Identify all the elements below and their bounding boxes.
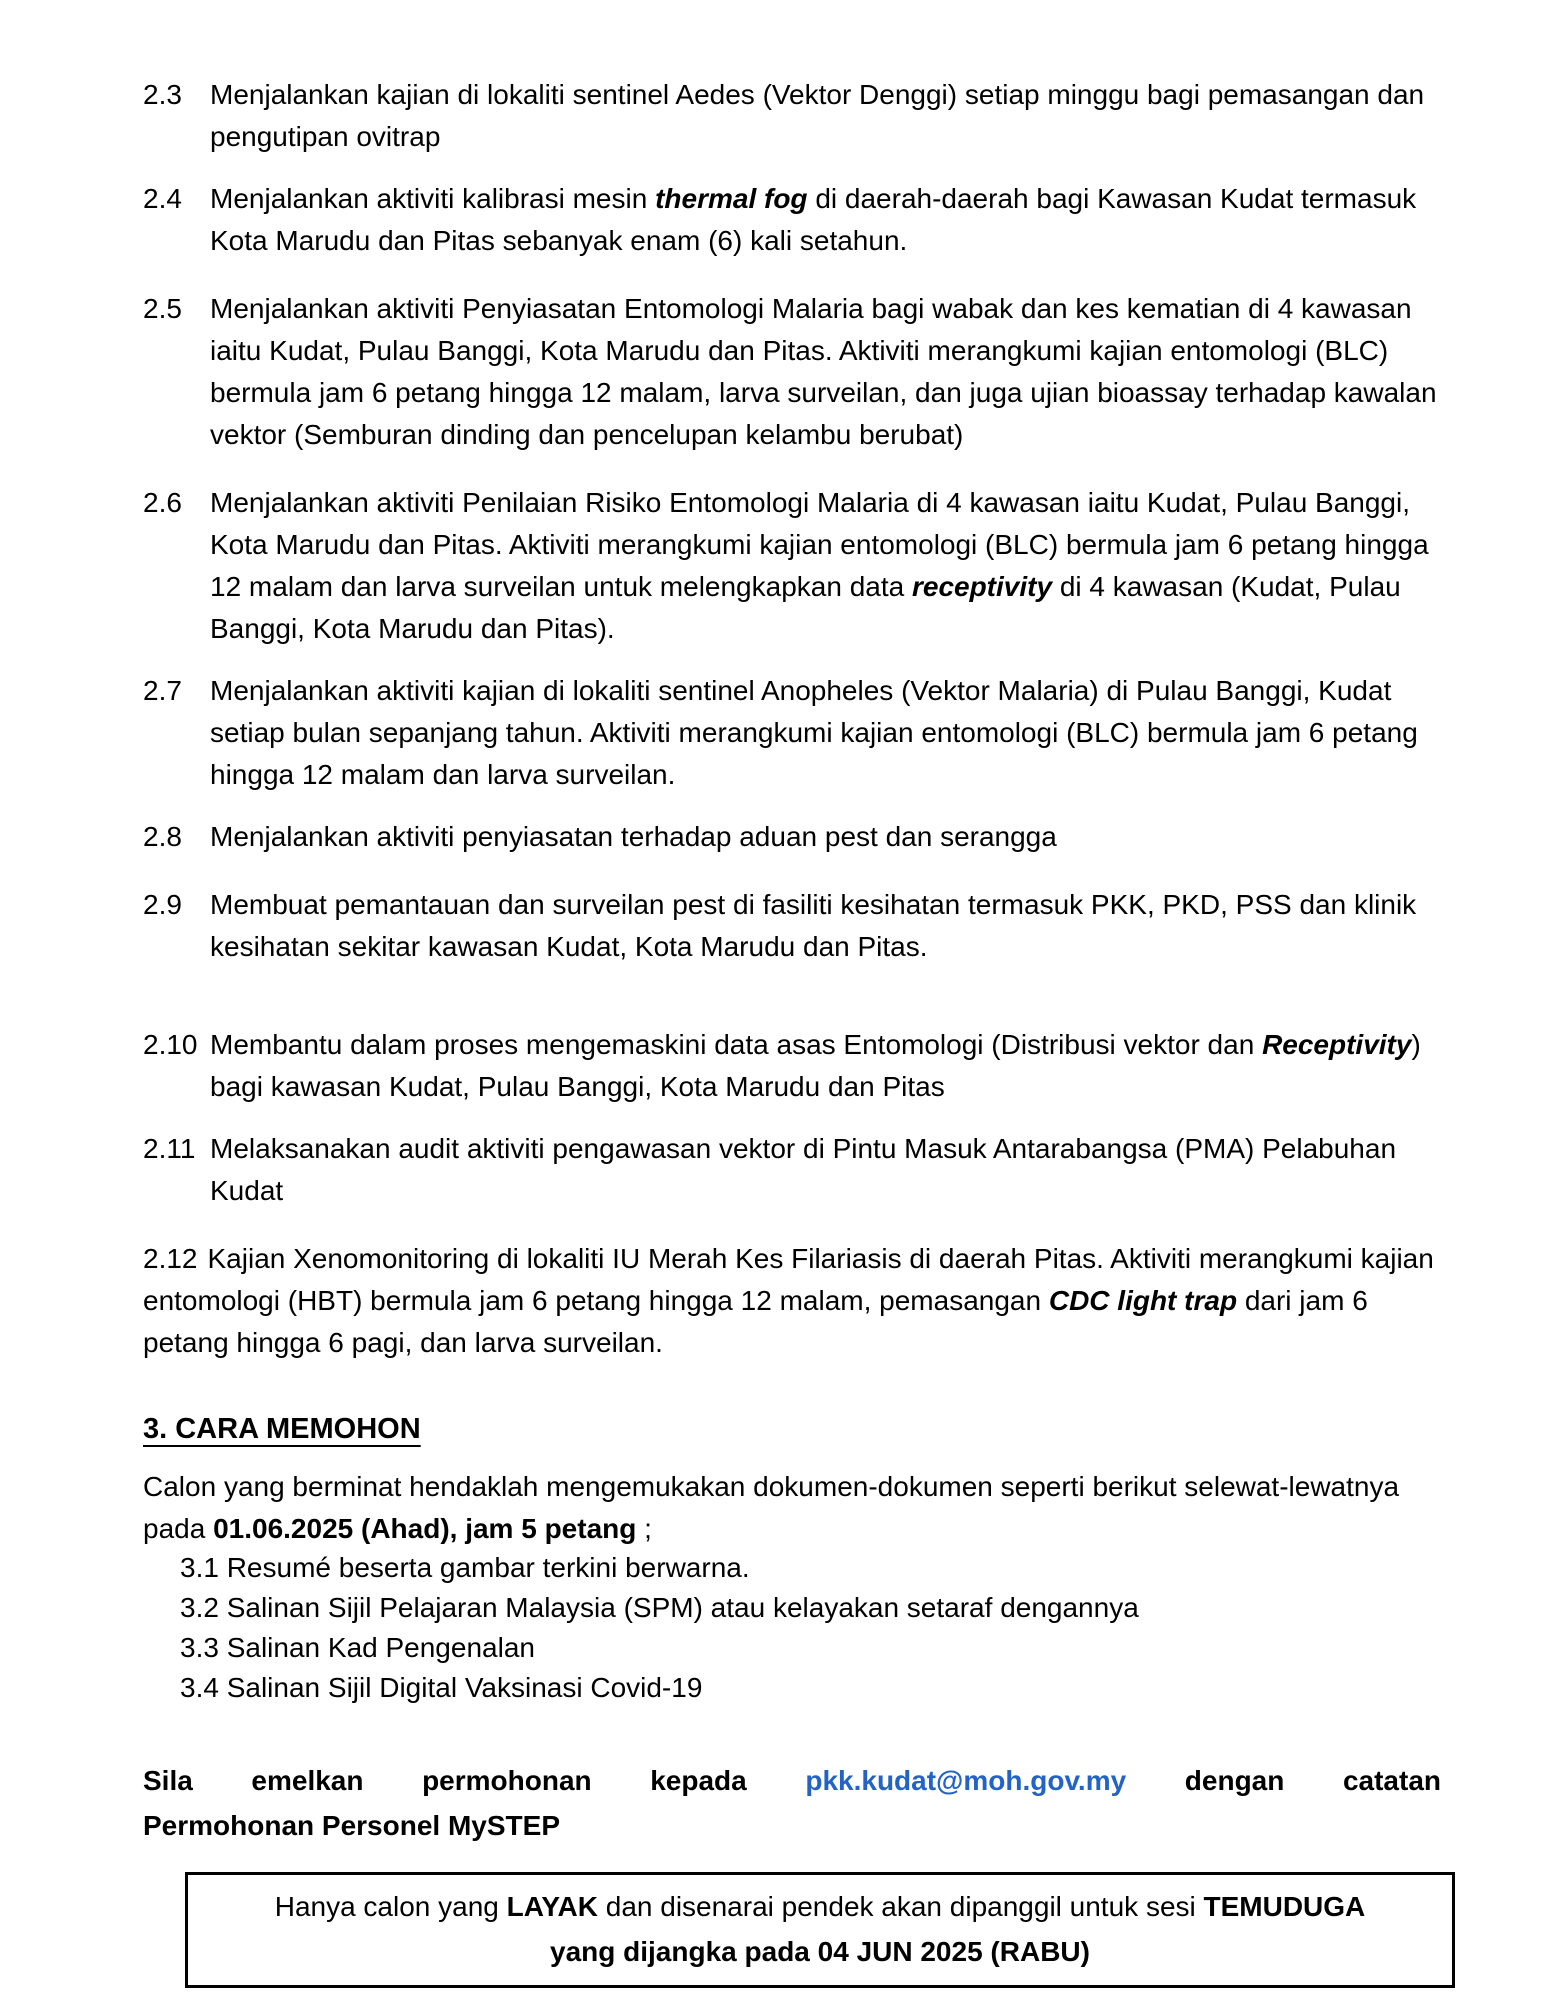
intro-paragraph	[143, 1466, 1441, 1550]
list-item	[143, 1024, 1441, 1108]
item-text: Kajian Xenomonitoring di lokaliti IU Merah Kes Filariasis di daerah Pitas. Aktiviti merangkumi kajian entomologi (HBT) bermula jam 6 petang hingga 12 malam, pemasangan CDC light trap dari jam 6 petang hingga 6 pagi, dan larva surveilan.	[143, 1243, 1434, 1358]
item-number: 2.5	[143, 293, 182, 324]
list-item	[143, 288, 1441, 456]
notice-box	[185, 1872, 1455, 1988]
item-text: Menjalankan aktiviti penyiasatan terhadap aduan pest dan serangga	[210, 821, 1057, 852]
list-item	[143, 178, 1441, 262]
email-link[interactable]: pkk.kudat@moh.gov.my	[805, 1765, 1127, 1796]
item-number: 2.7	[143, 675, 182, 706]
item-number: 2.3	[143, 79, 182, 110]
item-text: Menjalankan aktiviti kalibrasi mesin thermal fog di daerah-daerah bagi Kawasan Kudat termasuk Kota Marudu dan Pitas sebanyak enam (6) kali setahun.	[210, 183, 1417, 256]
email-instruction-suffix: dengan catatan	[1184, 1765, 1441, 1796]
email-instruction	[143, 1758, 1441, 1848]
intro-text-end: ;	[636, 1513, 652, 1544]
section-heading	[143, 1408, 1441, 1450]
item-number: 2.8	[143, 821, 182, 852]
list-item	[143, 816, 1441, 858]
list-item	[143, 884, 1441, 968]
tasks-section	[143, 74, 1441, 1364]
item-text: Membuat pemantauan dan surveilan pest di fasiliti kesihatan termasuk PKK, PKD, PSS dan klinik kesihatan sekitar kawasan Kudat, Kota Marudu dan Pitas.	[210, 889, 1417, 962]
list-item	[143, 482, 1441, 650]
deadline-text: 01.06.2025 (Ahad), jam 5 petang	[213, 1513, 637, 1544]
item-text: Menjalankan aktiviti Penilaian Risiko Entomologi Malaria di 4 kawasan iaitu Kudat, Pulau Banggi, Kota Marudu dan Pitas. Aktiviti merangkumi kajian entomologi (BLC) bermula jam 6 petang hingga 12 malam dan larva surveilan untuk melengkapkan data receptivity di 4 kawasan (Kudat, Pulau Banggi, Kota Marudu dan Pitas).	[210, 487, 1429, 644]
required-documents-list	[180, 1548, 1441, 1708]
list-item	[143, 1128, 1441, 1212]
item-text: Menjalankan aktiviti Penyiasatan Entomologi Malaria bagi wabak dan kes kematian di 4 kawasan iaitu Kudat, Pulau Banggi, Kota Marudu dan Pitas. Aktiviti merangkumi kajian entomologi (BLC) bermula jam 6 petang hingga 12 malam, larva surveilan, dan juga ujian bioassay terhadap kawalan vektor (Semburan dinding dan pencelupan kelambu berubat)	[210, 293, 1437, 450]
item-number: 2.10	[143, 1029, 198, 1060]
item-number: 2.4	[143, 183, 182, 214]
item-number: 2.12	[143, 1243, 198, 1274]
email-instruction-line2: Permohonan Personel MySTEP	[143, 1810, 560, 1841]
email-instruction-prefix: Sila emelkan permohonan kepada	[143, 1765, 747, 1796]
item-text: Melaksanakan audit aktiviti pengawasan vektor di Pintu Masuk Antarabangsa (PMA) Pelabuhan Kudat	[210, 1133, 1397, 1206]
section-heading-text: 3. CARA MEMOHON	[143, 1413, 421, 1445]
item-number: 2.6	[143, 487, 182, 518]
item-text: Menjalankan kajian di lokaliti sentinel Aedes (Vektor Denggi) setiap minggu bagi pemasangan dan pengutipan ovitrap	[210, 79, 1425, 152]
intro-text: Calon yang berminat hendaklah mengemukakan dokumen-dokumen seperti berikut selewat-lewatnya pada	[143, 1471, 1400, 1544]
list-item: 3.2 Salinan Sijil Pelajaran Malaysia (SPM) atau kelayakan setaraf dengannya	[180, 1592, 1139, 1623]
item-text: Menjalankan aktiviti kajian di lokaliti sentinel Anopheles (Vektor Malaria) di Pulau Banggi, Kudat setiap bulan sepanjang tahun. Aktiviti merangkumi kajian entomologi (BLC) bermula jam 6 petang hingga 12 malam dan larva surveilan.	[210, 675, 1418, 790]
list-item	[143, 74, 1441, 158]
item-number: 2.11	[143, 1133, 196, 1164]
notice-line1: Hanya calon yang LAYAK dan disenarai pendek akan dipanggil untuk sesi TEMUDUGA	[274, 1891, 1366, 1922]
list-item: 3.4 Salinan Sijil Digital Vaksinasi Covid-19	[180, 1672, 703, 1703]
notice-line2: yang dijangka pada 04 JUN 2025 (RABU)	[550, 1936, 1090, 1967]
email-instruction-line1	[143, 1758, 1441, 1803]
item-text: Membantu dalam proses mengemaskini data asas Entomologi (Distribusi vektor dan Receptivity) bagi kawasan Kudat, Pulau Banggi, Kota Marudu dan Pitas	[210, 1029, 1421, 1102]
list-item: 3.3 Salinan Kad Pengenalan	[180, 1632, 535, 1663]
list-item	[143, 1238, 1441, 1364]
list-item: 3.1 Resumé beserta gambar terkini berwarna.	[180, 1552, 750, 1583]
item-number: 2.9	[143, 889, 182, 920]
list-item	[143, 670, 1441, 796]
